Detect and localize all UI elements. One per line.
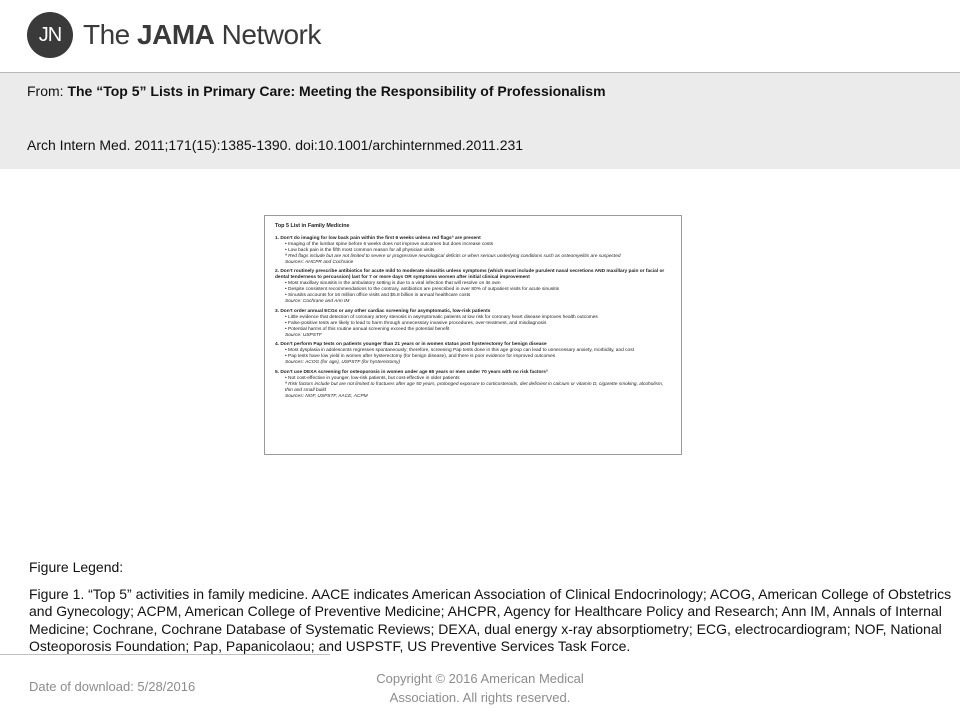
figure-items (275, 236, 671, 400)
figure-legend-text: Figure 1. “Top 5” activities in family medicine. AACE indicates American Association of Clinical Endocrinology; ACOG, American College of Obstetrics and Gynecology; ACPM, American College of Preventive Medicine; AHCPR, Agency for Healthcare Policy and Research; Ann IM, Annals of Internal Medicine; Cochrane, Cochrane Database of Systematic Reviews; DEXA, dual energy x-ray absorptiometry; ECG, electrocardiogram; NOF, National Osteoporosis Foundation; Pap, Papanicolaou; and USPSTF, US Preventive Services Task Force. (29, 586, 952, 655)
figure-item-bullet: • False-positive tests are likely to lead to harm through unnecessary invasive procedures, over-treatment, and misdiagnosis (285, 320, 547, 326)
figure-item-bullet: • Not cost-effective in younger, low-risk patients, but cost-effective in older patients (285, 375, 460, 381)
jn-logo-mark: JN (27, 12, 73, 58)
figure-item-bullet: • Imaging of the lumbar spine before 6 weeks does not improve outcomes but does increase costs (285, 241, 494, 247)
figure-item-note: ª Red flags include but are not limited to severe or progressive neurological deficits or when serious underlying conditions such as osteomyelitis are suspected (285, 253, 621, 259)
figure-title: Top 5 List in Family Medicine (275, 223, 350, 229)
figure-item-note: Source: Cochrane and Ann IM (285, 298, 350, 304)
figure-legend-label: Figure Legend: (29, 559, 124, 575)
logo-text-pre: The (83, 19, 138, 50)
figure-item-heading: 1. Don’t do imaging for low back pain within the first 6 weeks unless red flagsª are present (275, 235, 481, 241)
article-citation: Arch Intern Med. 2011;171(15):1385-1390. doi:10.1001/archinternmed.2011.231 (27, 137, 524, 153)
copyright-notice (350, 669, 610, 707)
logo-text-bold: JAMA (137, 19, 215, 50)
figure-list-item (275, 370, 671, 400)
figure-image-top5-list (264, 215, 682, 455)
figure-item-heading: 2. Don’t routinely prescribe antibiotics for acute mild to moderate sinusitis unless symptoms (which must include purulent nasal secretions AND maxillary pain or facial or dental tenderness to percussion) last for 7 or more days OR symptoms worsen after initial clinical improvement (275, 269, 665, 281)
figure-item-bullet: • Most maxillary sinusitis in the ambulatory setting is due to a viral infection that will resolve on its own (285, 281, 501, 287)
figure-item-heading: 3. Don’t order annual ECGs or any other cardiac screening for asymptomatic, low-risk patients (275, 308, 491, 314)
figure-item-bullet: • Potential harms of this routine annual screening exceed the potential benefit (285, 326, 450, 332)
figure-list-item (275, 342, 671, 366)
figure-item-bullet: • Most dysplasia in adolescents regresses spontaneously; therefore, screening Pap tests done in this age group can lead to unnecessary anxiety, morbidity, and cost (285, 348, 634, 354)
figure-item-bullet: • Despite consistent recommendations to the contrary, antibiotics are prescribed in over 80% of outpatient visits for acute sinusitis (285, 287, 560, 293)
figure-list-item (275, 236, 671, 266)
copyright-line-1: Copyright © 2016 American Medical (376, 671, 584, 686)
from-line (27, 83, 606, 99)
figure-item-bullet: • Pap tests have low yield in women after hysterectomy (for benign disease), and there is poor evidence for improved outcomes (285, 354, 556, 360)
figure-item-note: Sources: NOF, USPSTF, AACE, ACPM (285, 393, 368, 399)
figure-item-bullet: • Sinusitis accounts for 16 million office visits and $5.8 billion in annual healthcare costs (285, 293, 471, 299)
article-title: The “Top 5” Lists in Primary Care: Meeting the Responsibility of Professionalism (67, 83, 606, 99)
footer-divider (0, 654, 330, 655)
logo-text-post: Network (214, 19, 321, 50)
download-date: Date of download: 5/28/2016 (29, 679, 196, 694)
figure-item-heading: 5. Don’t use DEXA screening for osteoporosis in women under age 65 years or men under 70 years with no risk factorsª (275, 370, 548, 376)
figure-item-note: Sources: AHCPR and Cochrane (285, 259, 354, 265)
jama-network-logo (27, 12, 321, 58)
figure-item-note: Source: USPSTF (285, 332, 322, 338)
figure-list-item (275, 309, 671, 339)
figure-list-item (275, 269, 671, 304)
copyright-line-2: Association. All rights reserved. (389, 690, 571, 705)
figure-item-note: Sources: ACOG (for age), USPSTF (for hysterectomy) (285, 360, 401, 366)
from-label: From: (27, 83, 64, 99)
figure-item-bullet: • Little evidence that detection of coronary artery stenosis in asymptomatic patients at low risk for coronary heart disease improves health outcomes (285, 314, 598, 320)
figure-item-bullet: • Low back pain is the fifth most common reason for all physician visits (285, 247, 435, 253)
figure-item-note: ª Risk factors include but are not limited to fractures after age 50 years, prolonged exposure to corticosteroids, diet deficient in calcium or vitamin D, cigarette smoking, alcoholism, thin and small build (285, 381, 664, 393)
logo-text (83, 19, 321, 51)
figure-item-heading: 4. Don’t perform Pap tests on patients younger than 21 years or in women status post hysterectomy for benign disease (275, 342, 547, 348)
